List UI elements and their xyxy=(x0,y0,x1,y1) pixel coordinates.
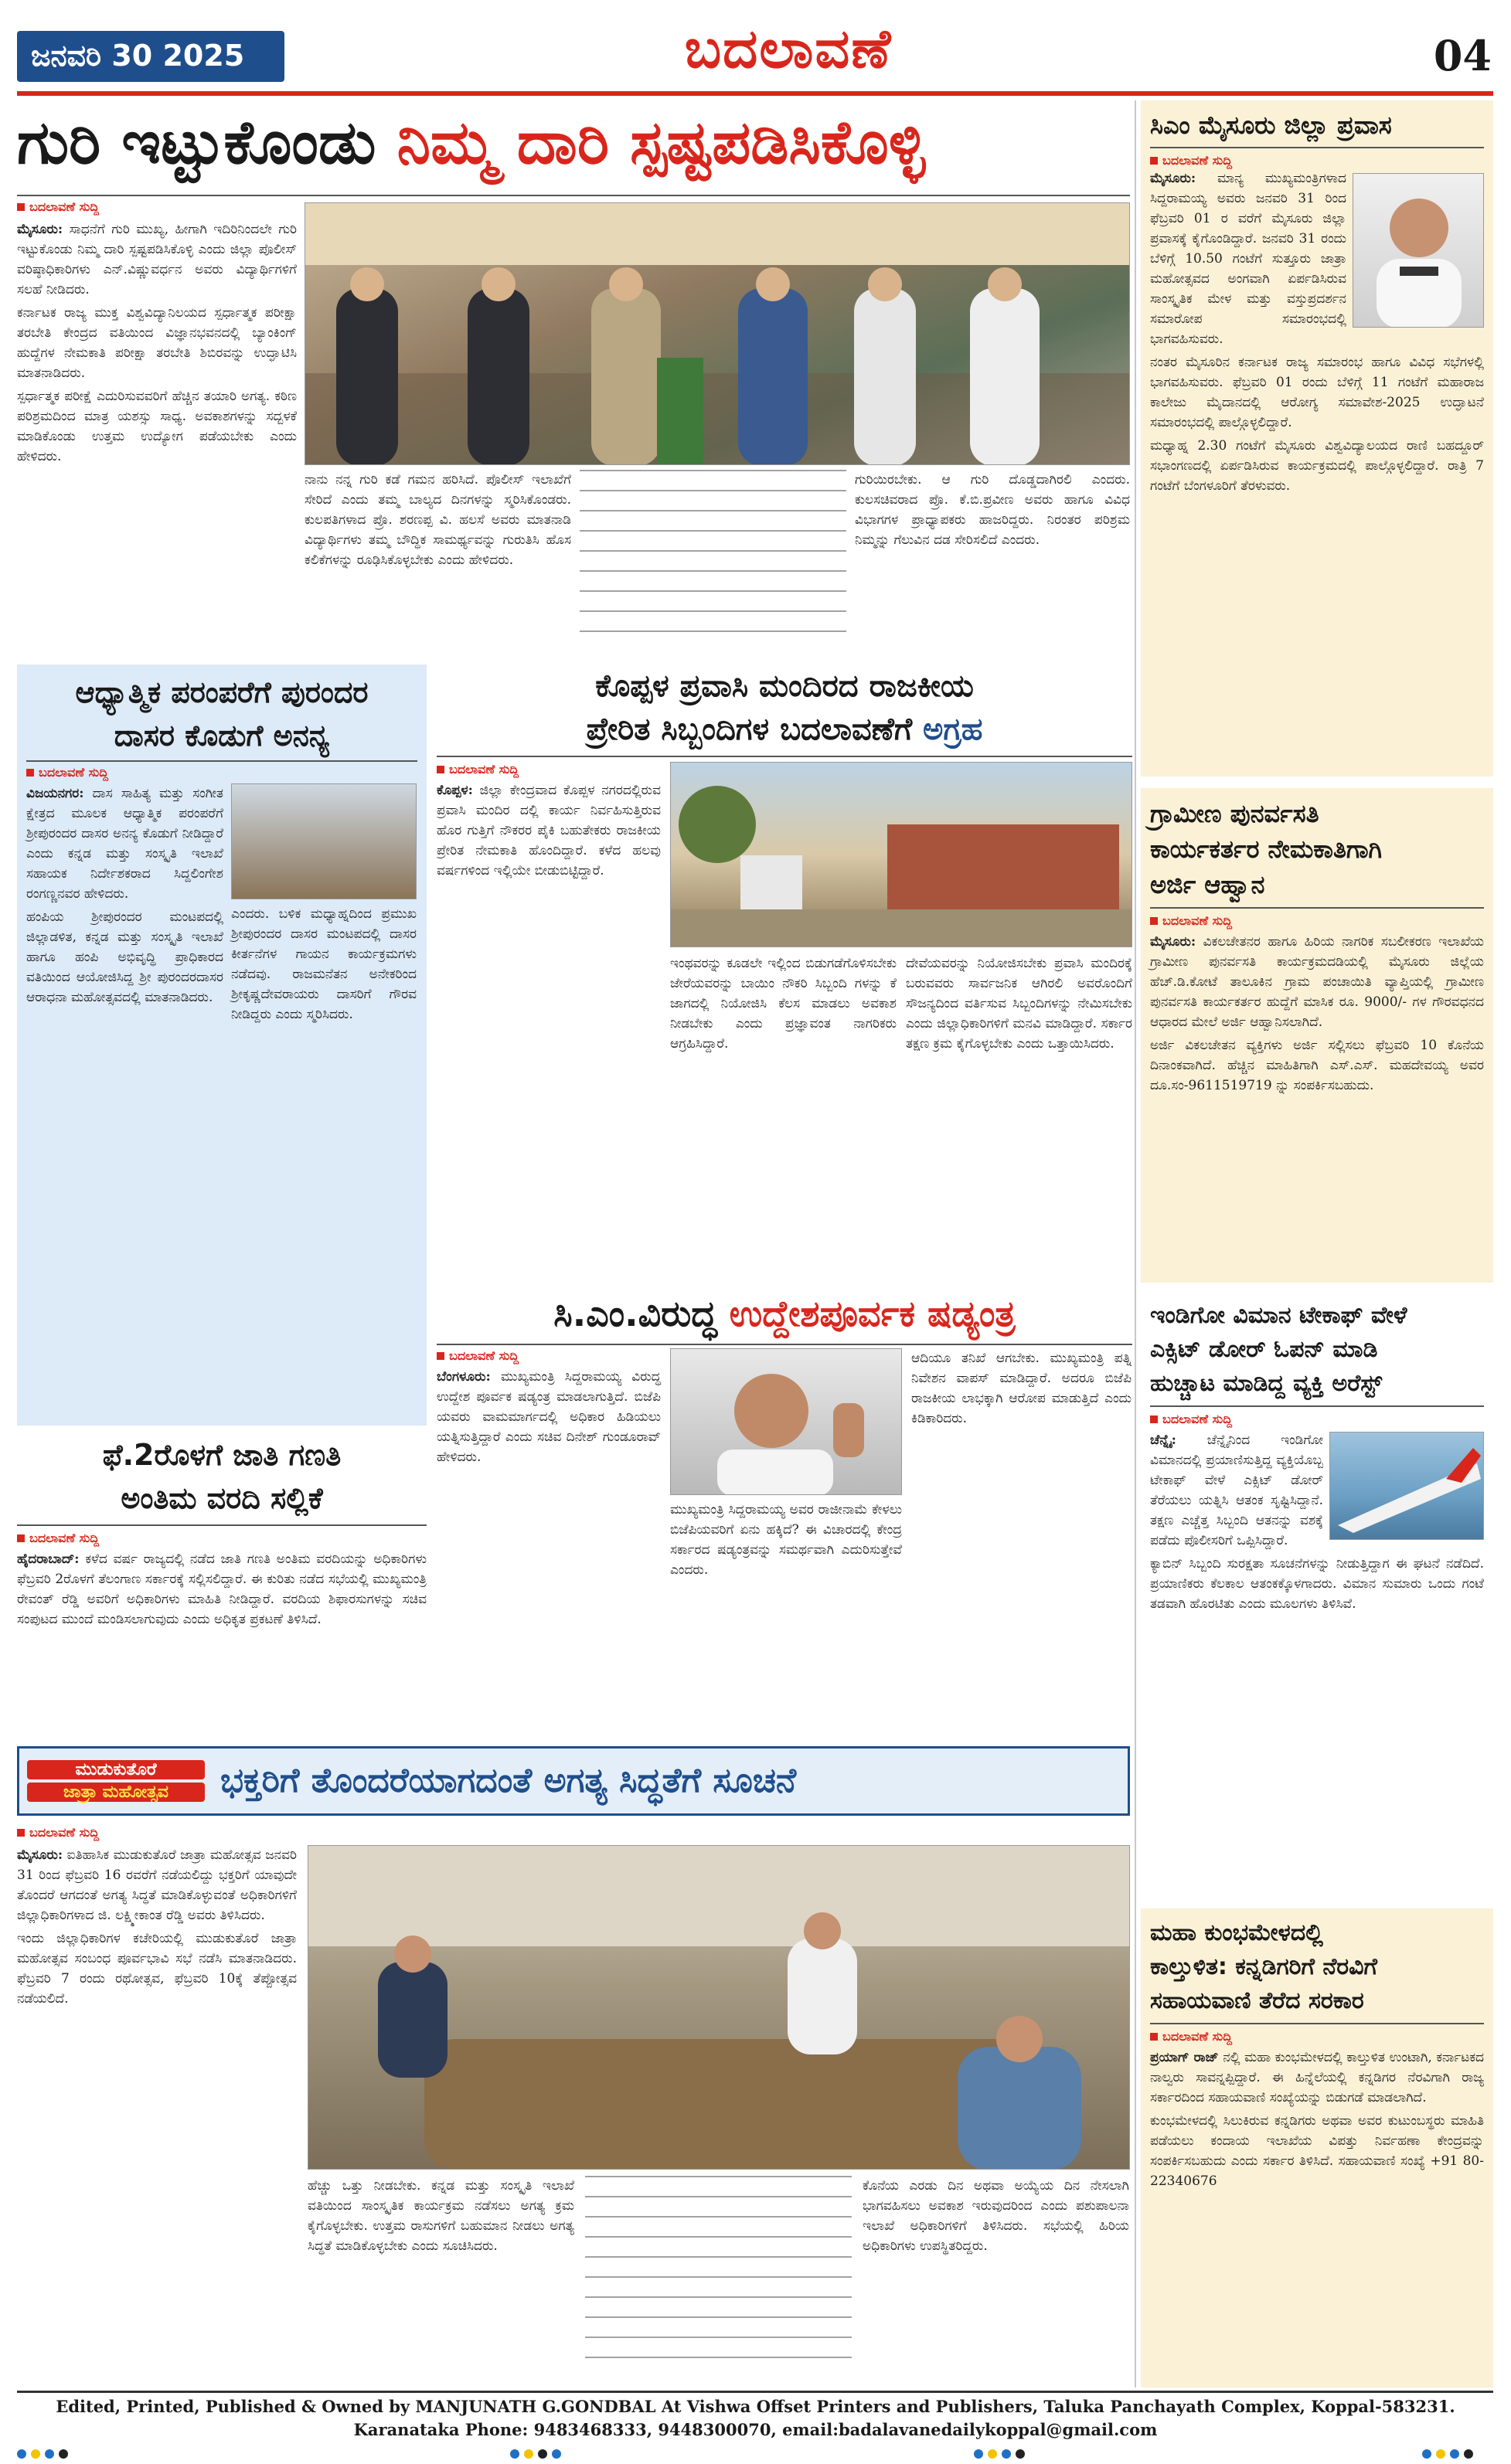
caste-headline-l1: ಫೆ.2ರೊಳಗೆ ಜಾತಿ ಗಣತಿ xyxy=(102,1438,342,1472)
purandara-headline-l1: ಆಧ್ಯಾತ್ಮಿಕ ಪರಂಪರೆಗೆ ಪುರಂದರ xyxy=(75,675,369,709)
lead-headline xyxy=(17,100,1130,193)
conspiracy-headline-part1: ಸಿ.ಎಂ.ವಿರುದ್ಧ xyxy=(553,1293,717,1334)
registration-dots-far-right xyxy=(1422,2449,1473,2460)
koppal-dateline: ಕೊಪ್ಪಳ: xyxy=(437,783,473,798)
jatre-tag xyxy=(27,1760,205,1802)
masthead-rule xyxy=(17,91,1493,96)
column-rule-right xyxy=(1135,100,1136,2388)
jatre-text-3: ಹೆಚ್ಚು ಒತ್ತು ನೀಡಬೇಕು. ಕನ್ನಡ ಮತ್ತು ಸಂಸ್ಕೃತಿ ಇಲಾಖೆ ವತಿಯಿಂದ ಸಾಂಸ್ಕೃತಿಕ ಕಾರ್ಯಕ್ರಮ ನಡೆಸಲು ಅಗತ್ಯ ಕ್ರಮ ಕೈಗೊಳ್ಳಬೇಕು. ಉತ್ತಮ ರಾಸುಗಳಿಗೆ ಬಹುಮಾನ ನೀಡಲು ಅಗತ್ಯ ಸಿದ್ಧತೆ ಮಾಡಿಕೊಳ್ಳಬೇಕು ಎಂದು ಸೂಚಿಸಿದರು. xyxy=(308,2178,574,2254)
cm-photo xyxy=(1353,173,1484,328)
rehab-headline-l1: ಗ್ರಾಮೀಣ ಪುನರ್ವಸತಿ xyxy=(1150,799,1319,828)
conspiracy-text-2: ಮುಖ್ಯಮಂತ್ರಿ ಸಿದ್ದರಾಮಯ್ಯ ಅವರ ರಾಜೀನಾಮೆ ಕೇಳಲು ಬಿಜೆಪಿಯವರಿಗೆ ಏನು ಹಕ್ಕಿದೆ? ಈ ವಿಚಾರದಲ್ಲಿ ಕೇಂದ್ರ ಸರ್ಕಾರದ ಷಡ್ಯಂತ್ರವನ್ನು ಸಮರ್ಥವಾಗಿ ಎದುರಿಸುತ್ತೇವೆ ಎಂದರು. xyxy=(670,1502,902,1578)
imprint-line-1: Edited, Printed, Published & Owned by MANJUNATH G.GONDBAL At Vishwa Offset Printers and Publishers, Taluka Panchayath Complex, Koppal-583231. xyxy=(56,2397,1455,2416)
koppal-article xyxy=(437,664,1132,1275)
indigo-text-1: ಚೆನ್ನೈನಿಂದ ಇಂಡಿಗೋ ವಿಮಾನದಲ್ಲಿ ಪ್ರಯಾಣಿಸುತ್ತಿದ್ದ ವ್ಯಕ್ತಿಯೊಬ್ಬ ಟೇಕಾಫ್ ವೇಳೆ ಎಕ್ಸಿಟ್ ಡೋರ್ ತೆರೆಯಲು ಯತ್ನಿಸಿ ಆತಂಕ ಸೃಷ್ಟಿಸಿದ್ದಾನೆ. ತಕ್ಷಣ ಎಚ್ಚೆತ್ತ ಸಿಬ್ಬಂದಿ ಆತನನ್ನು ವಶಕ್ಕೆ ಪಡೆದು ಪೊಲೀಸರಿಗೆ ಒಪ್ಪಿಸಿದ್ದಾರೆ. xyxy=(1150,1433,1323,1548)
plane-photo xyxy=(1329,1432,1484,1540)
issue-date: ಜನವರಿ 30 2025 xyxy=(17,31,284,82)
registration-dots-center xyxy=(510,2449,561,2460)
conspiracy-headline-part2: ಉದ್ದೇಶಪೂರ್ವಕ ಷಡ್ಯಂತ್ರ xyxy=(729,1293,1016,1334)
lead-col-3 xyxy=(580,470,846,655)
imprint xyxy=(0,2395,1511,2449)
kumbh-text-1: ನಲ್ಲಿ ಮಹಾ ಕುಂಭಮೇಳದಲ್ಲಿ ಕಾಲ್ತುಳಿತ ಉಂಟಾಗಿ, ಕರ್ನಾಟಕದ ನಾಲ್ವರು ಸಾವನ್ನಪ್ಪಿದ್ದಾರೆ. ಈ ಹಿನ್ನೆಲೆಯಲ್ಲಿ ಕನ್ನಡಿಗರ ನೆರವಿಗಾಗಿ ರಾಜ್ಯ ಸರ್ಕಾರದಿಂದ ಸಹಾಯವಾಣಿ ಸಂಖ್ಯೆಯನ್ನು ಬಿಡುಗಡೆ ಮಾಡಲಾಗಿದೆ. xyxy=(1150,2050,1485,2105)
jatre-tag-l2: ಜಾತ್ರಾ ಮಹೋತ್ಸವ xyxy=(27,1783,205,1802)
plane-photo-image xyxy=(1330,1433,1484,1540)
conspiracy-article xyxy=(437,1286,1132,1727)
koppal-headline-l2b: ಅಗ್ರಹ xyxy=(923,712,983,747)
conspiracy-byline: ಬದಲಾವಣೆ ಸುದ್ದಿ xyxy=(437,1348,661,1364)
caste-byline: ಬದಲಾವಣೆ ಸುದ್ದಿ xyxy=(17,1531,427,1546)
cm-tour-box xyxy=(1141,100,1493,777)
caste-text-1: ಕಳೆದ ವರ್ಷ ರಾಜ್ಯದಲ್ಲಿ ನಡೆದ ಜಾತಿ ಗಣತಿ ಅಂತಿಮ ವರದಿಯನ್ನು ಅಧಿಕಾರಿಗಳು ಫೆಬ್ರವರಿ 2ರೊಳಗೆ ತೆಲಂಗಾಣ ಸರ್ಕಾರಕ್ಕೆ ಸಲ್ಲಿಸಲಿದ್ದಾರೆ. ಈ ಕುರಿತು ನಡೆದ ಸಭೆಯಲ್ಲಿ ಮುಖ್ಯಮಂತ್ರಿ ರೇವಂತ್ ರೆಡ್ಡಿ ಅವರಿಗೆ ಅಧಿಕಾರಿಗಳು ಮಾಹಿತಿ ನೀಡಿದ್ದಾರೆ. ವರದಿಯ ಶಿಫಾರಸುಗಳನ್ನು ಸಚಿವ ಸಂಪುಟದ ಮುಂದೆ ಮಂಡಿಸಲಾಗುವುದು ಎಂದು ಅಧಿಕೃತ ಪ್ರಕಟಣೆ ತಿಳಿಸಿದೆ. xyxy=(17,1551,427,1627)
lead-text-3: ಸ್ಪರ್ಧಾತ್ಮಕ ಪರೀಕ್ಷೆ ಎದುರಿಸುವವರಿಗೆ ಹೆಚ್ಚಿನ ತಯಾರಿ ಅಗತ್ಯ. ಕಠಿಣ ಪರಿಶ್ರಮದಿಂದ ಮಾತ್ರ ಯಶಸ್ಸು ಸಾಧ್ಯ. ಅವಕಾಶಗಳನ್ನು ಸದ್ಬಳಕೆ ಮಾಡಿಕೊಂಡು ಉತ್ತಮ ಉದ್ಯೋಗ ಪಡೆಯಬೇಕು ಎಂದು ಹೇಳಿದರು. xyxy=(17,389,297,464)
purandara-headline xyxy=(26,671,417,757)
jatre-text-2: ಇಂದು ಜಿಲ್ಲಾಧಿಕಾರಿಗಳ ಕಚೇರಿಯಲ್ಲಿ ಮುಡುಕುತೊರೆ ಜಾತ್ರಾ ಮಹೋತ್ಸವ ಸಂಬಂಧ ಪೂರ್ವಭಾವಿ ಸಭೆ ನಡೆಸಿ ಮಾತನಾಡಿದರು. ಫೆಬ್ರವರಿ 7 ರಂದು ರಥೋತ್ಸವ, ಫೆಬ್ರವರಿ 10ಕ್ಕೆ ತೆಪ್ಪೋತ್ಸವ ನಡೆಯಲಿದೆ. xyxy=(17,1931,297,2007)
koppal-text-1: ಜಿಲ್ಲಾ ಕೇಂದ್ರವಾದ ಕೊಪ್ಪಳ ನಗರದಲ್ಲಿರುವ ಪ್ರವಾಸಿ ಮಂದಿರ ದಲ್ಲಿ ಕಾರ್ಯ ನಿರ್ವಹಿಸುತ್ತಿರುವ ಹೊರ ಗುತ್ತಿಗೆ ನೌಕರರ ಪೈಕಿ ಬಹುತೇಕರು ರಾಜಕೀಯ ಪ್ರೇರಿತ ನೇಮಕಾತಿ ಹೊಂದಿದ್ದಾರೆ. ಕಳೆದ ಹಲವು ವರ್ಷಗಳಿಂದ ಇಲ್ಲಿಯೇ ಬೀಡುಬಿಟ್ಟಿದ್ದಾರೆ. xyxy=(437,783,661,879)
cm-dateline: ಮೈಸೂರು: xyxy=(1150,171,1196,186)
purandara-text-2: ಹಂಪಿಯ ಶ್ರೀಪುರಂದರ ಮಂಟಪದಲ್ಲಿ ಜಿಲ್ಲಾಡಳಿತ, ಕನ್ನಡ ಮತ್ತು ಸಂಸ್ಕೃತಿ ಇಲಾಖೆ ಹಾಗೂ ಹಂಪಿ ಅಭಿವೃದ್ಧಿ ಪ್ರಾಧಿಕಾರದ ವತಿಯಿಂದ ಆಯೋಜಿಸಿದ್ದ ಶ್ರೀ ಪುರಂದರದಾಸರ ಆರಾಧನಾ ಮಹೋತ್ಸವದಲ್ಲಿ ಮಾತನಾಡಿದರು. xyxy=(26,909,223,1005)
lead-col-2 xyxy=(305,470,571,655)
indigo-headline xyxy=(1150,1299,1484,1401)
rehab-byline: ಬದಲಾವಣೆ ಸುದ್ದಿ xyxy=(1150,913,1484,929)
kumbh-headline xyxy=(1150,1916,1484,2018)
newspaper-title: ಬದಲಾವಣೆ xyxy=(684,17,893,80)
caste-article xyxy=(17,1433,427,1727)
indigo-headline-l2: ಎಕ್ಸಿಟ್ ಡೋರ್ ಓಪನ್ ಮಾಡಿ xyxy=(1150,1336,1378,1363)
rehab-headline xyxy=(1150,796,1484,902)
jatre-byline: ಬದಲಾವಣೆ ಸುದ್ದಿ xyxy=(17,1825,1130,1840)
lead-byline: ಬದಲಾವಣೆ ಸುದ್ದಿ xyxy=(17,199,297,215)
caste-dateline: ಹೈದರಾಬಾದ್: xyxy=(17,1551,80,1567)
koppal-headline xyxy=(437,664,1132,751)
purandara-box xyxy=(17,664,427,1426)
kumbh-headline-l1: ಮಹಾ ಕುಂಭಮೇಳದಲ್ಲಿ xyxy=(1150,1919,1323,1946)
jatre-meeting-photo xyxy=(308,1845,1130,2170)
rehab-box xyxy=(1141,788,1493,1283)
koppal-headline-l1: ಕೊಪ್ಪಳ ಪ್ರವಾಸಿ ಮಂದಿರದ ರಾಜಕೀಯ xyxy=(595,668,974,704)
page-number: 04 xyxy=(1433,31,1492,80)
lead-headline-part1: ಗುರಿ ಇಟ್ಟುಕೊಂಡು xyxy=(17,108,376,178)
lead-text-5: ಗುರಿಯಿರಬೇಕು. ಆ ಗುರಿ ದೊಡ್ಡದಾಗಿರಲಿ ಎಂದರು. ಕುಲಸಚಿವರಾದ ಪ್ರೊ. ಕೆ.ಬಿ.ಪ್ರವೀಣ ಅವರು ಹಾಗೂ ವಿವಿಧ ವಿಭಾಗಗಳ ಪ್ರಾಧ್ಯಾಪಕರು ಹಾಜರಿದ್ದರು. ನಿರಂತರ ಪರಿಶ್ರಮ ನಿಮ್ಮನ್ನು ಗೆಲುವಿನ ದಡ ಸೇರಿಸಲಿದೆ ಎಂದರು. xyxy=(855,472,1130,548)
lead-text-1: ಸಾಧನೆಗೆ ಗುರಿ ಮುಖ್ಯ, ಹೀಗಾಗಿ ಇದಿರಿನಿಂದಲೇ ಗುರಿ ಇಟ್ಟುಕೊಂಡು ನಿಮ್ಮ ದಾರಿ ಸ್ಪಷ್ಟಪಡಿಸಿಕೊಳ್ಳಿ ಎಂದು ಜಿಲ್ಲಾ ಪೊಲೀಸ್ ವರಿಷ್ಠಾಧಿಕಾರಿಗಳು ಎನ್.ವಿಷ್ಣುವರ್ಧನ ಅವರು ವಿದ್ಯಾರ್ಥಿಗಳಿಗೆ ಸಲಹೆ ನೀಡಿದರು. xyxy=(17,222,297,297)
purandara-headline-l2: ದಾಸರ ಕೊಡುಗೆ ಅನನ್ಯ xyxy=(114,719,330,753)
koppal-text-3: ದೇವೆಯವರನ್ನು ನಿಯೋಜಿಸಬೇಕು ಪ್ರವಾಸಿ ಮಂದಿರಕ್ಕೆ ಬರುವವರು ಸಾರ್ವಜನಿಕ ಆಗಿರಲಿ ಅವರೊಂದಿಗೆ ಸೌಜನ್ಯದಿಂದ ವರ್ತಿಸುವ ಸಿಬ್ಬಂದಿಗಳನ್ನು ನೇಮಿಸಬೇಕು ಎಂದು ಜಿಲ್ಲಾಧಿಕಾರಿಗಳಿಗೆ ಮನವಿ ಮಾಡಿದ್ದಾರೆ. ಸರ್ಕಾರ ತಕ್ಷಣ ಕ್ರಮ ಕೈಗೊಳ್ಳಬೇಕು ಎಂದು ಒತ್ತಾಯಿಸಿದರು. xyxy=(906,956,1132,1052)
caste-headline-l2: ಅಂತಿಮ ವರದಿ ಸಲ್ಲಿಕೆ xyxy=(121,1481,323,1515)
purandara-dateline: ವಿಜಯನಗರ: xyxy=(26,786,84,801)
purandara-photo xyxy=(231,783,417,899)
cm-text-2: ನಂತರ ಮೈಸೂರಿನ ಕರ್ನಾಟಕ ರಾಜ್ಯ ಸಮಾರಂಭ ಹಾಗೂ ವಿವಿಧ ಸಭೆಗಳಲ್ಲಿ ಭಾಗವಹಿಸುವರು. ಫೆಬ್ರವರಿ 01 ರಂದು ಬೆಳಿಗ್ಗೆ 11 ಗಂಟೆಗೆ ಮಹಾರಾಜ ಕಾಲೇಜು ಮೈದಾನದಲ್ಲಿ ಆರೋಗ್ಯ ಸಮಾವೇಶ-2025 ಉದ್ಘಾಟನೆ ಸಮಾರಂಭದಲ್ಲಿ ಪಾಲ್ಗೊಳ್ಳಲಿದ್ದಾರೆ. xyxy=(1150,355,1484,430)
indigo-byline: ಬದಲಾವಣೆ ಸುದ್ದಿ xyxy=(1150,1412,1484,1427)
rehab-text-2: ಅರ್ಜಿ ವಿಕಲಚೇತನ ವ್ಯಕ್ತಿಗಳು ಅರ್ಜಿ ಸಲ್ಲಿಸಲು ಫೆಬ್ರವರಿ 10 ಕೊನೆಯ ದಿನಾಂಕವಾಗಿದೆ. ಹೆಚ್ಚಿನ ಮಾಹಿತಿಗಾಗಿ ಎಸ್.ಎಸ್. ಮಹದೇವಯ್ಯ ಅವರ ದೂ.ಸಂ-9611519719 ನ್ನು ಸಂಪರ್ಕಿಸಬಹುದು. xyxy=(1150,1038,1484,1093)
cm-tour-headline: ಸಿಎಂ ಮೈಸೂರು ಜಿಲ್ಲಾ ಪ್ರವಾಸ xyxy=(1150,110,1392,140)
registration-dots-left xyxy=(17,2449,68,2460)
kumbh-byline: ಬದಲಾವಣೆ ಸುದ್ದಿ xyxy=(1150,2029,1484,2044)
minister-photo-image xyxy=(671,1349,902,1495)
jatre-tag-l1: ಮುಡುಕುತೊರೆ xyxy=(27,1760,205,1779)
koppal-text-2: ಇಂಥವರನ್ನು ಕೂಡಲೇ ಇಲ್ಲಿಂದ ಬಿಡುಗಡೆಗೊಳಿಸಬೇಕು ಜೇರೆಯವರನ್ನು ಬಾಯಿಂ ನೌಕರಿ ಸಿಬ್ಬಂದಿ ಗಳನ್ನು ಕೆ ಜಾಗದಲ್ಲಿ ನಿಯೋಜಿಸಿ ಕೆಲಸ ಮಾಡಲು ಅವಕಾಶ ನೀಡಬೇಕು ಎಂದು ಪ್ರಜ್ಞಾವಂತ ನಾಗರಿಕರು ಆಗ್ರಹಿಸಿದ್ದಾರೆ. xyxy=(670,956,897,1052)
lead-dateline: ಮೈಸೂರು: xyxy=(17,222,63,237)
footer-rule xyxy=(17,2391,1493,2393)
registration-dots-right xyxy=(974,2449,1025,2460)
kumbh-box xyxy=(1141,1908,1493,2388)
indigo-article xyxy=(1141,1294,1493,1897)
cm-photo-image xyxy=(1353,174,1484,328)
purandara-byline: ಬದಲಾವಣೆ ಸುದ್ದಿ xyxy=(26,765,417,780)
lead-col-4 xyxy=(855,470,1130,655)
lead-text-2: ಕರ್ನಾಟಕ ರಾಜ್ಯ ಮುಕ್ತ ವಿಶ್ವವಿದ್ಯಾನಿಲಯದ ಸ್ಪರ್ಧಾತ್ಮಕ ಪರೀಕ್ಷಾ ತರಬೇತಿ ಕೇಂದ್ರದ ವತಿಯಿಂದ ವಿಜ್ಞಾನಭವನದಲ್ಲಿ ಬ್ಯಾಂಕಿಂಗ್ ಹುದ್ದೆಗಳ ನೇಮಕಾತಿ ಪರೀಕ್ಷಾ ತರಬೇತಿ ಶಿಬಿರವನ್ನು ಉದ್ಘಾಟಿಸಿ ಮಾತನಾಡಿದರು. xyxy=(17,305,297,381)
lead-col-1 xyxy=(17,199,297,655)
jatre-text-4: ಕೊನೆಯ ಎರಡು ದಿನ ಅಥವಾ ಅಯ್ಯೆಯ ದಿನ ನೇಸಲಾಗಿ ಭಾಗವಹಿಸಲು ಅವಕಾಶ ಇರುವುದರಿಂದ ಎಂದು ಪಶುಪಾಲನಾ ಇಲಾಖೆ ಅಧಿಕಾರಿಗಳಿಗೆ ತಿಳಿಸಿದರು. ಸಭೆಯಲ್ಲಿ ಹಿರಿಯ ಅಧಿಕಾರಿಗಳು ಉಪಸ್ಥಿತರಿದ್ದರು. xyxy=(863,2178,1129,2254)
lead-col-3-text xyxy=(580,470,846,647)
indigo-dateline: ಚೆನ್ನೈ: xyxy=(1150,1433,1176,1448)
kumbh-dateline: ಪ್ರಯಾಗ್ ರಾಜ್ xyxy=(1150,2050,1219,2065)
jatre-col-text xyxy=(585,2176,852,2361)
koppal-photo-image xyxy=(671,763,1132,947)
indigo-text-2: ಕ್ಯಾಬಿನ್ ಸಿಬ್ಬಂದಿ ಸುರಕ್ಷತಾ ಸೂಚನೆಗಳನ್ನು ನೀಡುತ್ತಿದ್ದಾಗ ಈ ಘಟನೆ ನಡೆದಿದೆ. ಪ್ರಯಾಣಿಕರು ಕೆಲಕಾಲ ಆತಂಕಕ್ಕೊಳಗಾದರು. ವಿಮಾನ ಸುಮಾರು ಒಂದು ಗಂಟೆ ತಡವಾಗಿ ಹೊರಟಿತು ಎಂದು ಮೂಲಗಳು ತಿಳಿಸಿವೆ. xyxy=(1150,1556,1484,1612)
rehab-text-1: ವಿಕಲಚೇತನರ ಹಾಗೂ ಹಿರಿಯ ನಾಗರಿಕ ಸಬಲೀಕರಣ ಇಲಾಖೆಯ ಗ್ರಾಮೀಣ ಪುನರ್ವಸತಿ ಕಾರ್ಯಕ್ರಮದಡಿಯಲ್ಲಿ ಮೈಸೂರು ಜಿಲ್ಲೆಯ ಹೆಚ್.ಡಿ.ಕೋಟೆ ತಾಲೂಕಿನ ಗ್ರಾಮ ಪಂಚಾಯಿತಿ ವ್ಯಾಪ್ತಿಯಲ್ಲಿ ಗ್ರಾಮೀಣ ಪುನರ್ವಸತಿ ಕಾರ್ಯಕರ್ತರ ಹುದ್ದೆಗೆ ಮಾಸಿಕ ರೂ. 9000/- ಗಳ ಗೌರವಧನದ ಆಧಾರದ ಮೇಲೆ ಅರ್ಜಿ ಆಹ್ವಾನಿಸಲಾಗಿದೆ. xyxy=(1150,934,1485,1030)
minister-photo xyxy=(670,1348,902,1495)
jatre-text-1: ಐತಿಹಾಸಿಕ ಮುಡುಕುತೊರೆ ಜಾತ್ರಾ ಮಹೋತ್ಸವ ಜನವರಿ 31 ರಿಂದ ಫೆಬ್ರವರಿ 16 ರವರೆಗೆ ನಡೆಯಲಿದ್ದು ಭಕ್ತರಿಗೆ ಯಾವುದೇ ತೊಂದರೆ ಆಗದಂತೆ ಅಗತ್ಯ ಸಿದ್ಧತೆ ಮಾಡಿಕೊಳ್ಳುವಂತೆ ಅಧಿಕಾರಿಗಳಿಗೆ ಜಿಲ್ಲಾಧಿಕಾರಿಗಳಾದ ಜಿ. ಲಕ್ಷ್ಮೀಕಾಂತ ರೆಡ್ಡಿ ಅವರು ತಿಳಿಸಿದರು. xyxy=(17,1847,297,1923)
jatre-headline: ಭಕ್ತರಿಗೆ ತೊಂದರೆಯಾಗದಂತೆ ಅಗತ್ಯ ಸಿದ್ಧತೆಗೆ ಸೂಚನೆ xyxy=(220,1761,797,1800)
rehab-headline-l2: ಕಾರ್ಯಕರ್ತರ ನೇಮಕಾತಿಗಾಗಿ xyxy=(1150,834,1383,864)
purandara-text-1: ದಾಸ ಸಾಹಿತ್ಯ ಮತ್ತು ಸಂಗೀತ ಕ್ಷೇತ್ರದ ಮೂಲಕ ಆಧ್ಯಾತ್ಮಿಕ ಪರಂಪರೆಗೆ ಶ್ರೀಪುರಂದರ ದಾಸರ ಅನನ್ಯ ಕೊಡುಗೆ ನೀಡಿದ್ದಾರೆ ಎಂದು ಕನ್ನಡ ಮತ್ತು ಸಂಸ್ಕೃತಿ ಇಲಾಖೆ ಸಹಾಯಕ ನಿರ್ದೇಶಕರಾದ ಸಿದ್ದಲಿಂಗೇಶ ರಂಗಣ್ಣನವರ ಹೇಳಿದರು. xyxy=(26,786,223,902)
jatre-dateline: ಮೈಸೂರು: xyxy=(17,1847,63,1863)
cm-tour-byline: ಬದಲಾವಣೆ ಸುದ್ದಿ xyxy=(1150,153,1484,168)
caste-headline xyxy=(17,1433,427,1520)
conspiracy-text-3: ಆದಿಯೂ ತನಿಖೆ ಆಗಬೇಕು. ಮುಖ್ಯಮಂತ್ರಿ ಪತ್ನಿ ನಿವೇಶನ ವಾಪಸ್ ಮಾಡಿದ್ದಾರೆ. ಅದರೂ ಬಿಜೆಪಿ ರಾಜಕೀಯ ಲಾಭಕ್ಕಾಗಿ ಆರೋಪ ಮಾಡುತ್ತಿದೆ ಎಂದು ಕಿಡಿಕಾರಿದರು. xyxy=(911,1351,1132,1426)
rehab-dateline: ಮೈಸೂರು: xyxy=(1150,934,1196,950)
cm-text-1: ಮಾನ್ಯ ಮುಖ್ಯಮಂತ್ರಿಗಳಾದ ಸಿದ್ದರಾಮಯ್ಯ ಅವರು ಜನವರಿ 31 ರಿಂದ ಫೆಬ್ರವರಿ 01 ರ ವರೆಗೆ ಮೈಸೂರು ಜಿಲ್ಲಾ ಪ್ರವಾಸಕ್ಕೆ ಕೈಗೊಂಡಿದ್ದಾರೆ. ಜನವರಿ 31 ರಂದು ಬೆಳಿಗ್ಗೆ 10.50 ಗಂಟೆಗೆ ಸುತ್ತೂರು ಜಾತ್ರಾ ಮಹೋತ್ಸವದ ಅಂಗವಾಗಿ ಏರ್ಪಡಿಸಿರುವ ಸಾಂಸ್ಕೃತಿಕ ಮೇಳ ಮತ್ತು ವಸ್ತುಪ್ರದರ್ಶನ ಸಮಾರೋಪ ಸಮಾರಂಭದಲ್ಲಿ ಭಾಗವಹಿಸುವರು. xyxy=(1150,171,1347,347)
conspiracy-text-1: ಮುಖ್ಯಮಂತ್ರಿ ಸಿದ್ದರಾಮಯ್ಯ ವಿರುದ್ಧ ಉದ್ದೇಶ ಪೂರ್ವಕ ಷಡ್ಯಂತ್ರ ಮಾಡಲಾಗುತ್ತಿದೆ. ಬಿಜೆಪಿ ಯವರು ವಾಮಮಾರ್ಗದಲ್ಲಿ ಅಧಿಕಾರ ಹಿಡಿಯಲು ಯತ್ನಿಸುತ್ತಿದ್ದಾರೆ ಎಂದು ಸಚಿವ ದಿನೇಶ್ ಗುಂಡೂರಾವ್ ಹೇಳಿದರು. xyxy=(437,1369,661,1465)
lead-headline-part2: ನಿಮ್ಮ ದಾರಿ ಸ್ಪಷ್ಟಪಡಿಸಿಕೊಳ್ಳಿ xyxy=(396,108,926,178)
imprint-line-2: Karanataka Phone: 9483468333, 9448300070, email:badalavanedailykoppal@gmail.com xyxy=(353,2420,1158,2439)
koppal-byline: ಬದಲಾವಣೆ ಸುದ್ದಿ xyxy=(437,762,661,777)
conspiracy-headline xyxy=(437,1286,1132,1341)
koppal-photo xyxy=(670,762,1132,947)
lead-photo xyxy=(305,202,1130,465)
rehab-headline-l3: ಅರ್ಜಿ ಆಹ್ವಾನ xyxy=(1150,870,1265,899)
jatre-article xyxy=(17,1746,1130,2388)
indigo-headline-l3: ಹುಚ್ಚಾಟ ಮಾಡಿದ್ದ ವ್ಯಕ್ತಿ ಅರೆಸ್ಟ್ xyxy=(1150,1370,1383,1397)
purandara-text-3: ಎಂದರು. ಬಳಿಕ ಮಧ್ಯಾಹ್ನದಿಂದ ಪ್ರಮುಖ ಶ್ರೀಪುರಂದರ ದಾಸರ ಮಂಟಪದಲ್ಲಿ ದಾಸರ ಕೀರ್ತನೆಗಳ ಗಾಯನ ಕಾರ್ಯಕ್ರಮಗಳು ನಡೆದವು. ರಾಜಮನೆತನ ಅನೇಕರಿಂದ ಶ್ರೀಕೃಷ್ಣದೇವರಾಯರು ದಾಸರಿಗೆ ಗೌರವ ನೀಡಿದ್ದರು ಎಂದು ಸ್ಮರಿಸಿದರು. xyxy=(231,906,417,1022)
indigo-headline-l1: ಇಂಡಿಗೋ ವಿಮಾನ ಟೇಕಾಫ್ ವೇಳೆ xyxy=(1150,1302,1407,1329)
lead-rule xyxy=(17,195,1130,196)
lead-photo-image xyxy=(305,203,1130,465)
cm-text-3: ಮಧ್ಯಾಹ್ನ 2.30 ಗಂಟೆಗೆ ಮೈಸೂರು ವಿಶ್ವವಿದ್ಯಾಲಯದ ರಾಣಿ ಬಹದ್ದೂರ್ ಸಭಾಂಗಣದಲ್ಲಿ ಏರ್ಪಡಿಸಿರುವ ಕಾರ್ಯಕ್ರಮದಲ್ಲಿ ಪಾಲ್ಗೊಳ್ಳಲಿದ್ದಾರೆ. ರಾತ್ರಿ 7 ಗಂಟೆಗೆ ಬೆಂಗಳೂರಿಗೆ ತೆರಳುವರು. xyxy=(1150,438,1484,494)
kumbh-headline-l2: ಕಾಲ್ತುಳಿತ: ಕನ್ನಡಿಗರಿಗೆ ನೆರವಿಗೆ xyxy=(1150,1953,1377,1980)
jatre-meeting-photo-image xyxy=(308,1846,1130,2170)
kumbh-headline-l3: ಸಹಾಯವಾಣಿ ತೆರೆದ ಸರಕಾರ xyxy=(1150,1987,1364,2014)
kumbh-text-2: ಕುಂಭಮೇಳದಲ್ಲಿ ಸಿಲುಕಿರುವ ಕನ್ನಡಿಗರು ಅಥವಾ ಅವರ ಕುಟುಂಬಸ್ಥರು ಮಾಹಿತಿ ಪಡೆಯಲು ಕಂದಾಯ ಇಲಾಖೆಯ ವಿಪತ್ತು ನಿರ್ವಹಣಾ ಕೇಂದ್ರವನ್ನು ಸಂಪರ್ಕಿಸಬಹುದು ಎಂದು ಸರ್ಕಾರ ತಿಳಿಸಿದೆ. ಸಹಾಯವಾಣಿ ಸಂಖ್ಯೆ +91 80-22340676 xyxy=(1150,2113,1484,2189)
lead-text-4: ನಾನು ನನ್ನ ಗುರಿ ಕಡೆ ಗಮನ ಹರಿಸಿದೆ. ಪೊಲೀಸ್ ಇಲಾಖೆಗೆ ಸೇರಿದೆ ಎಂದು ತಮ್ಮ ಬಾಲ್ಯದ ದಿನಗಳನ್ನು ಸ್ಮರಿಸಿಕೊಂಡರು. ಕುಲಪತಿಗಳಾದ ಪ್ರೊ. ಶರಣಪ್ಪ ವಿ. ಹಲಸೆ ಅವರು ಮಾತನಾಡಿ ವಿದ್ಯಾರ್ಥಿಗಳು ತಮ್ಮ ಬೌದ್ಧಿಕ ಸಾಮರ್ಥ್ಯವನ್ನು ಗುರುತಿಸಿ ಹೊಸ ಕಲಿಕೆಗಳನ್ನು ರೂಢಿಸಿಕೊಳ್ಳಬೇಕು ಎಂದು ಹೇಳಿದರು. xyxy=(305,472,571,568)
conspiracy-dateline: ಬೆಂಗಳೂರು: xyxy=(437,1369,491,1385)
koppal-headline-l2a: ಪ್ರೇರಿತ ಸಿಬ್ಬಂದಿಗಳ ಬದಲಾವಣೆಗೆ xyxy=(586,712,913,747)
